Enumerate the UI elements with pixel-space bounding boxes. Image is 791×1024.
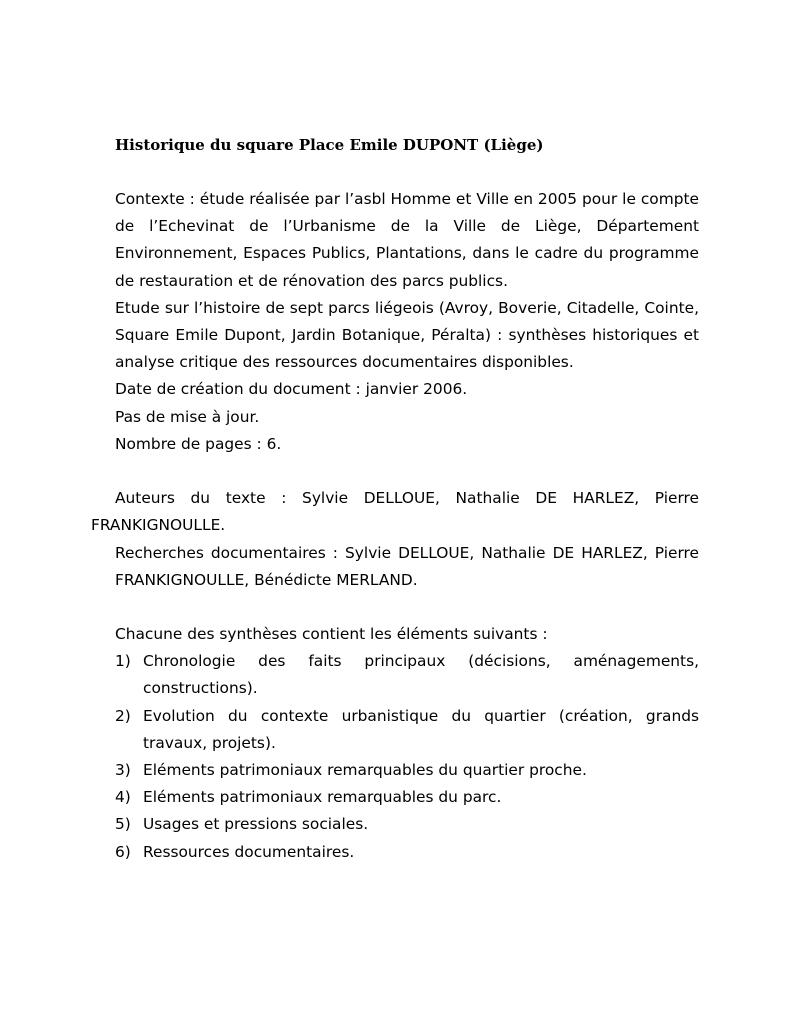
page-count: Nombre de pages : 6. [115,434,282,453]
list-item [115,703,699,757]
list-item-text: Eléments patrimoniaux remarquables du quartier proche. [143,761,587,780]
research-section [115,540,699,594]
list-item-number: 5) [115,815,131,834]
context-section [115,186,699,458]
list-item-number: 6) [115,842,131,861]
authors-paragraph: Auteurs du texte : Sylvie DELLOUE, Nathalie DE HARLEZ, Pierre FRANKIGNOULLE. [91,489,699,535]
list-item [115,811,699,838]
creation-date: Date de création du document : janvier 2006. [115,380,468,399]
list-item-text: Eléments patrimoniaux remarquables du parc. [143,788,502,807]
list-item [115,784,699,811]
study-paragraph: Etude sur l’histoire de sept parcs liégeois (Avroy, Boverie, Citadelle, Cointe, Square Emile Dupont, Jardin Botanique, Péralta) : synthèses historiques et analyse critique des ressources documentaires disponibles. [115,298,699,372]
context-paragraph: Contexte : étude réalisée par l’asbl Homme et Ville en 2005 pour le compte de l’Echevinat de l’Urbanisme de la Ville de Liège, Département Environnement, Espaces Publics, Plantations, dans le cadre du programme de restauration et de rénovation des parcs publics. [115,190,699,290]
list-item-text: Ressources documentaires. [143,842,355,861]
contents-section [115,621,699,866]
research-paragraph: Recherches documentaires : Sylvie DELLOUE, Nathalie DE HARLEZ, Pierre FRANKIGNOULLE, Bénédicte MERLAND. [115,544,699,590]
list-item-text: Chronologie des faits principaux (décisions, aménagements, constructions). [143,652,699,698]
contents-list [115,648,699,866]
contents-intro: Chacune des synthèses contient les éléments suivants : [115,625,548,643]
list-item-text: Usages et pressions sociales. [143,815,369,834]
document-title: Historique du square Place Emile DUPONT (Liège) [115,136,544,154]
update-status: Pas de mise à jour. [115,407,260,426]
list-item-number: 2) [115,706,131,725]
list-item-number: 1) [115,652,131,671]
list-item [115,839,699,866]
list-item [115,757,699,784]
list-item-text: Evolution du contexte urbanistique du quartier (création, grands travaux, projets). [143,706,699,752]
list-item [115,648,699,702]
list-item-number: 4) [115,788,131,807]
list-item-number: 3) [115,761,131,780]
